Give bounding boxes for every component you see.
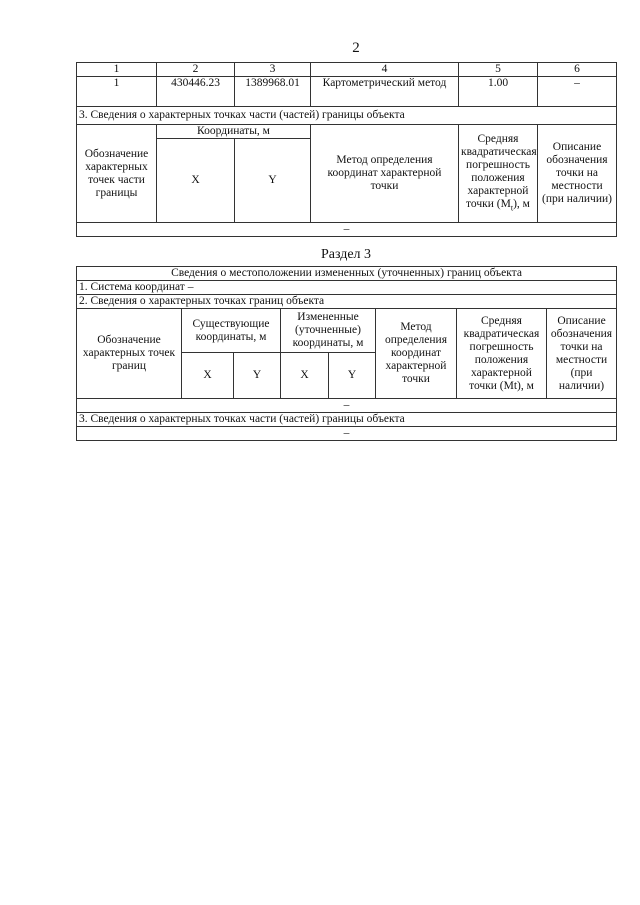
header-description: Описание обозначения точки на местности (при наличии): [538, 125, 617, 223]
col-number: 3: [235, 63, 311, 77]
coord-y: 1389968.01: [235, 77, 311, 107]
method-cell: Картометрический метод: [311, 77, 459, 107]
header-description: Описание обозначения точки на местности (при наличии): [547, 309, 617, 399]
empty-marker: –: [77, 223, 617, 237]
empty-row: [77, 399, 617, 413]
header-accuracy-unit: ), м: [513, 197, 530, 210]
header-accuracy: Средняя квадратическая погрешность положения характерной точки (Mt), м: [457, 309, 547, 399]
header-existing-coords: Существующие координаты, м: [182, 309, 281, 353]
header-accuracy: [459, 125, 538, 223]
col-number: 6: [538, 63, 617, 77]
empty-marker: –: [77, 399, 617, 413]
table-title: Сведения о местоположении измененных (уточненных) границ объекта: [77, 267, 617, 281]
section-heading: Раздел 3: [320, 247, 372, 262]
header-x-existing: X: [182, 353, 234, 399]
points-title: 2. Сведения о характерных точках границ объекта: [77, 295, 617, 309]
col-number: 2: [157, 63, 235, 77]
top-table: [76, 62, 617, 237]
header-y-changed: Y: [329, 353, 376, 399]
header-accuracy-sub: t: [510, 203, 514, 213]
table-row: [77, 77, 617, 107]
col-number: 1: [77, 63, 157, 77]
point-number: 1: [77, 77, 157, 107]
header-x-changed: X: [281, 353, 329, 399]
coordinate-system: 1. Система координат –: [77, 281, 617, 295]
section-row: [77, 107, 617, 125]
empty-row: [77, 223, 617, 237]
header-coordinates: Координаты, м: [157, 125, 311, 139]
header-y-existing: Y: [234, 353, 281, 399]
header-changed-coords: Измененные (уточненные) координаты, м: [281, 309, 376, 353]
description-cell: –: [538, 77, 617, 107]
section3-table: [76, 266, 617, 441]
header-point-designation: Обозначение характерных точек границ: [77, 309, 182, 399]
header-method: Метод определения координат характерной точки: [376, 309, 457, 399]
col-number: 4: [311, 63, 459, 77]
col-number: 5: [459, 63, 538, 77]
header-y: Y: [235, 139, 311, 223]
coord-x: 430446.23: [157, 77, 235, 107]
accuracy-cell: 1.00: [459, 77, 538, 107]
header-method: Метод определения координат характерной точки: [311, 125, 459, 223]
section-3-title: 3. Сведения о характерных точках части (частей) границы объекта: [77, 107, 617, 125]
page-number: 2: [352, 40, 360, 56]
parts-title: 3. Сведения о характерных точках части (частей) границы объекта: [77, 413, 617, 427]
column-number-row: [77, 63, 617, 77]
header-accuracy-text: Средняя квадратическая погрешность положения характерной точки (M: [461, 132, 537, 210]
header-point-designation: Обозначение характерных точек части границы: [77, 125, 157, 223]
empty-marker: –: [77, 427, 617, 441]
empty-row: [77, 427, 617, 441]
header-x: X: [157, 139, 235, 223]
